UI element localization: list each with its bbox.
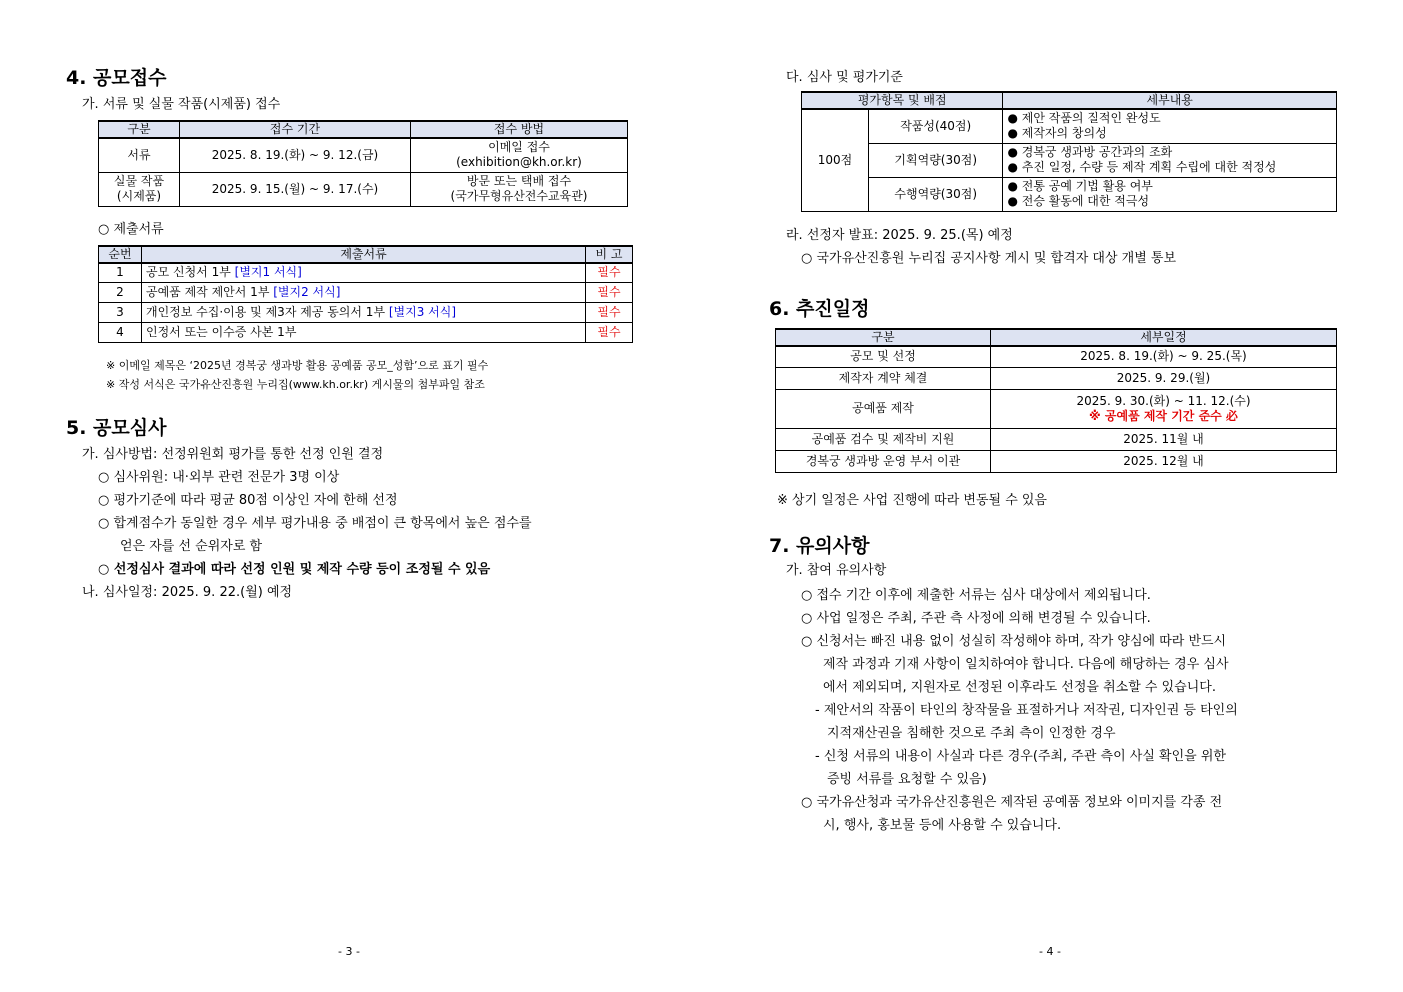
detail-line: ● 전통 공예 기법 활용 여부 bbox=[1007, 179, 1153, 193]
table-header: 제출서류 bbox=[142, 246, 586, 263]
table-cell bbox=[1003, 109, 1337, 143]
section-5-item-b: 나. 심사일정: 2025. 9. 22.(월) 예정 bbox=[82, 585, 293, 600]
table-cell: 1 bbox=[99, 263, 142, 282]
section-6d-line: 라. 선정자 발표: 2025. 9. 25.(목) 예정 bbox=[786, 228, 1013, 243]
documents-table bbox=[98, 245, 633, 343]
total-score-cell: 100점 bbox=[802, 109, 869, 211]
table-cell bbox=[411, 138, 628, 172]
table-cell: 제작자 계약 체결 bbox=[776, 367, 991, 389]
table-cell: 공예품 검수 및 제작비 지원 bbox=[776, 428, 991, 450]
cell-line: (국가무형유산전수교육관) bbox=[450, 189, 588, 203]
section-7-bullet-cont: 시, 행사, 홍보물 등에 사용할 수 있습니다. bbox=[823, 818, 1062, 833]
table-row bbox=[776, 346, 1337, 367]
doc-name: 개인정보 수집·이용 및 제3자 제공 동의서 1부 bbox=[146, 304, 389, 319]
table-cell: 2025. 9. 29.(월) bbox=[991, 367, 1337, 389]
table-header: 구분 bbox=[99, 121, 180, 138]
table-cell bbox=[99, 172, 180, 206]
section-7-title: 7. 유의사항 bbox=[769, 535, 870, 557]
doc-name: 공모 신청서 1부 bbox=[146, 265, 235, 280]
table-header: 평가항목 및 배점 bbox=[802, 92, 1003, 109]
table-cell bbox=[1003, 177, 1337, 211]
table-cell: 필수 bbox=[586, 263, 633, 282]
table-cell: 2 bbox=[99, 282, 142, 302]
table-cell: 수행역량(30점) bbox=[869, 177, 1003, 211]
detail-line: ● 제안 작품의 질적인 완성도 bbox=[1007, 111, 1161, 126]
section-7-dash: - 제안서의 작품이 타인의 창작물을 표절하거나 저작권, 디자인권 등 타인의 bbox=[815, 703, 1238, 718]
cell-line: 2025. 9. 30.(화) ~ 11. 12.(수) bbox=[1076, 393, 1251, 408]
section-4-item-a: 가. 서류 및 실물 작품(시제품) 접수 bbox=[82, 97, 281, 112]
table-row bbox=[802, 109, 1337, 143]
table-row bbox=[802, 177, 1337, 211]
page-number: - 3 - bbox=[338, 945, 360, 958]
detail-line: ● 제작자의 창의성 bbox=[1007, 126, 1107, 141]
schedule-table bbox=[775, 328, 1337, 473]
form-ref: [별지1 서식] bbox=[234, 265, 302, 280]
table-header: 접수 방법 bbox=[411, 121, 628, 138]
section-7-item-a: 가. 참여 유의사항 bbox=[786, 563, 887, 578]
table-cell: 4 bbox=[99, 322, 142, 342]
submission-table bbox=[98, 120, 628, 207]
section-7-bullet-cont: 제작 과정과 기재 사항이 일치하여야 합니다. 다음에 해당하는 경우 심사 bbox=[823, 657, 1229, 672]
table-header: 비 고 bbox=[586, 246, 633, 263]
table-cell bbox=[991, 389, 1337, 428]
table-cell bbox=[411, 172, 628, 206]
table-cell: 경복궁 생과방 운영 부서 이관 bbox=[776, 450, 991, 472]
table-row bbox=[99, 138, 628, 172]
table-cell bbox=[1003, 143, 1337, 177]
section-5-bullet: ○ 합계점수가 동일한 경우 세부 평가내용 중 배점이 큰 항목에서 높은 점수를 bbox=[98, 516, 532, 531]
cell-line: (exhibition@kh.or.kr) bbox=[456, 155, 582, 170]
section-7-bullet-cont: 에서 제외되며, 지원자로 선정된 이후라도 선정을 취소할 수 있습니다. bbox=[823, 680, 1216, 695]
section-5-bullet: ○ 평가기준에 따라 평균 80점 이상인 자에 한해 선정 bbox=[98, 493, 398, 508]
table-cell: 서류 bbox=[99, 138, 180, 172]
table-cell: 필수 bbox=[586, 282, 633, 302]
table-header: 구분 bbox=[776, 329, 991, 346]
table-cell: 필수 bbox=[586, 302, 633, 322]
table-header: 접수 기간 bbox=[180, 121, 411, 138]
section-7-bullet: ○ 신청서는 빠진 내용 없이 성실히 작성해야 하며, 작가 양심에 따라 반드시 bbox=[801, 634, 1227, 649]
page-4 bbox=[701, 0, 1402, 992]
table-header: 순번 bbox=[99, 246, 142, 263]
page-3 bbox=[0, 0, 701, 992]
docs-label: ○ 제출서류 bbox=[98, 222, 164, 237]
section-4-title: 4. 공모접수 bbox=[66, 67, 167, 89]
section-7-dash-cont: 증빙 서류를 요청할 수 있음) bbox=[827, 772, 987, 787]
table-cell: 2025. 8. 19.(화) ~ 9. 12.(금) bbox=[180, 138, 411, 172]
table-cell: 2025. 12월 내 bbox=[991, 450, 1337, 472]
table-cell: 기획역량(30점) bbox=[869, 143, 1003, 177]
detail-line: ● 추진 일정, 수량 등 제작 계획 수립에 대한 적정성 bbox=[1007, 160, 1277, 174]
cell-line: 방문 또는 택배 접수 bbox=[466, 174, 572, 188]
table-cell: 공모 및 선정 bbox=[776, 346, 991, 367]
table-row bbox=[776, 450, 1337, 472]
section-5-title: 5. 공모심사 bbox=[66, 417, 167, 439]
section-6-title: 6. 추진일정 bbox=[769, 298, 870, 320]
table-row bbox=[99, 172, 628, 206]
detail-line: ● 경복궁 생과방 공간과의 조화 bbox=[1007, 145, 1173, 159]
schedule-note: ※ 상기 일정은 사업 진행에 따라 변동될 수 있음 bbox=[777, 493, 1047, 508]
table-cell: 필수 bbox=[586, 322, 633, 342]
note-form-attachment: ※ 작성 서식은 국가유산진흥원 누리집(www.kh.or.kr) 게시물의 첨부파일 참조 bbox=[106, 378, 485, 391]
cell-warning: ※ 공예품 제작 기간 준수 必 bbox=[1089, 408, 1238, 423]
table-row bbox=[99, 263, 633, 282]
doc-name: 공예품 제작 제안서 1부 bbox=[146, 284, 274, 299]
cell-line: (시제품) bbox=[116, 189, 162, 203]
cell-line: 이메일 접수 bbox=[488, 140, 550, 155]
section-5-bullet: ○ 심사위원: 내·외부 관련 전문가 3명 이상 bbox=[98, 470, 340, 485]
table-row bbox=[99, 282, 633, 302]
section-7-dash-cont: 지적재산권을 침해한 것으로 주최 측이 인정한 경우 bbox=[827, 726, 1116, 741]
table-row bbox=[776, 389, 1337, 428]
doc-name: 인정서 또는 이수증 사본 1부 bbox=[146, 324, 297, 339]
cell-line: 실물 작품 bbox=[113, 174, 165, 188]
section-7-dash: - 신청 서류의 내용이 사실과 다른 경우(주최, 주관 측이 사실 확인을 위한 bbox=[815, 749, 1226, 764]
detail-line: ● 전승 활동에 대한 적극성 bbox=[1007, 194, 1150, 208]
note-email-subject: ※ 이메일 제목은 ‘2025년 경복궁 생과방 활용 공예품 공모_성함’으로 표기 필수 bbox=[106, 359, 489, 372]
table-row bbox=[99, 322, 633, 342]
table-header: 세부일정 bbox=[991, 329, 1337, 346]
section-5-bullet-cont: 얻은 자를 선 순위자로 함 bbox=[120, 539, 263, 554]
table-cell bbox=[142, 302, 586, 322]
table-cell bbox=[142, 282, 586, 302]
section-7-bullet: ○ 국가유산청과 국가유산진흥원은 제작된 공예품 정보와 이미지를 각종 전 bbox=[801, 795, 1223, 810]
section-6c-title: 다. 심사 및 평가기준 bbox=[786, 70, 903, 85]
page-number: - 4 - bbox=[1039, 945, 1061, 958]
table-cell: 2025. 8. 19.(화) ~ 9. 25.(목) bbox=[991, 346, 1337, 367]
table-cell: 2025. 11월 내 bbox=[991, 428, 1337, 450]
table-cell bbox=[142, 263, 586, 282]
table-cell: 공예품 제작 bbox=[776, 389, 991, 428]
form-ref: [별지3 서식] bbox=[388, 304, 457, 319]
section-7-bullet: ○ 사업 일정은 주최, 주관 측 사정에 의해 변경될 수 있습니다. bbox=[801, 611, 1151, 626]
table-row bbox=[776, 367, 1337, 389]
table-cell: 작품성(40점) bbox=[869, 109, 1003, 143]
table-cell: 3 bbox=[99, 302, 142, 322]
table-row bbox=[776, 428, 1337, 450]
section-5-item-a: 가. 심사방법: 선정위원회 평가를 통한 선정 인원 결정 bbox=[82, 447, 384, 462]
table-row bbox=[99, 302, 633, 322]
table-header: 세부내용 bbox=[1003, 92, 1337, 109]
table-cell: 2025. 9. 15.(월) ~ 9. 17.(수) bbox=[180, 172, 411, 206]
form-ref: [별지2 서식] bbox=[273, 284, 341, 299]
table-cell bbox=[142, 322, 586, 342]
section-7-bullet: ○ 접수 기간 이후에 제출한 서류는 심사 대상에서 제외됩니다. bbox=[801, 588, 1151, 603]
evaluation-table bbox=[801, 91, 1337, 212]
table-row bbox=[802, 143, 1337, 177]
section-6d-sub: ○ 국가유산진흥원 누리집 공지사항 게시 및 합격자 대상 개별 통보 bbox=[801, 251, 1177, 266]
section-5-bullet-bold: ○ 선정심사 결과에 따라 선정 인원 및 제작 수량 등이 조정될 수 있음 bbox=[98, 562, 491, 577]
